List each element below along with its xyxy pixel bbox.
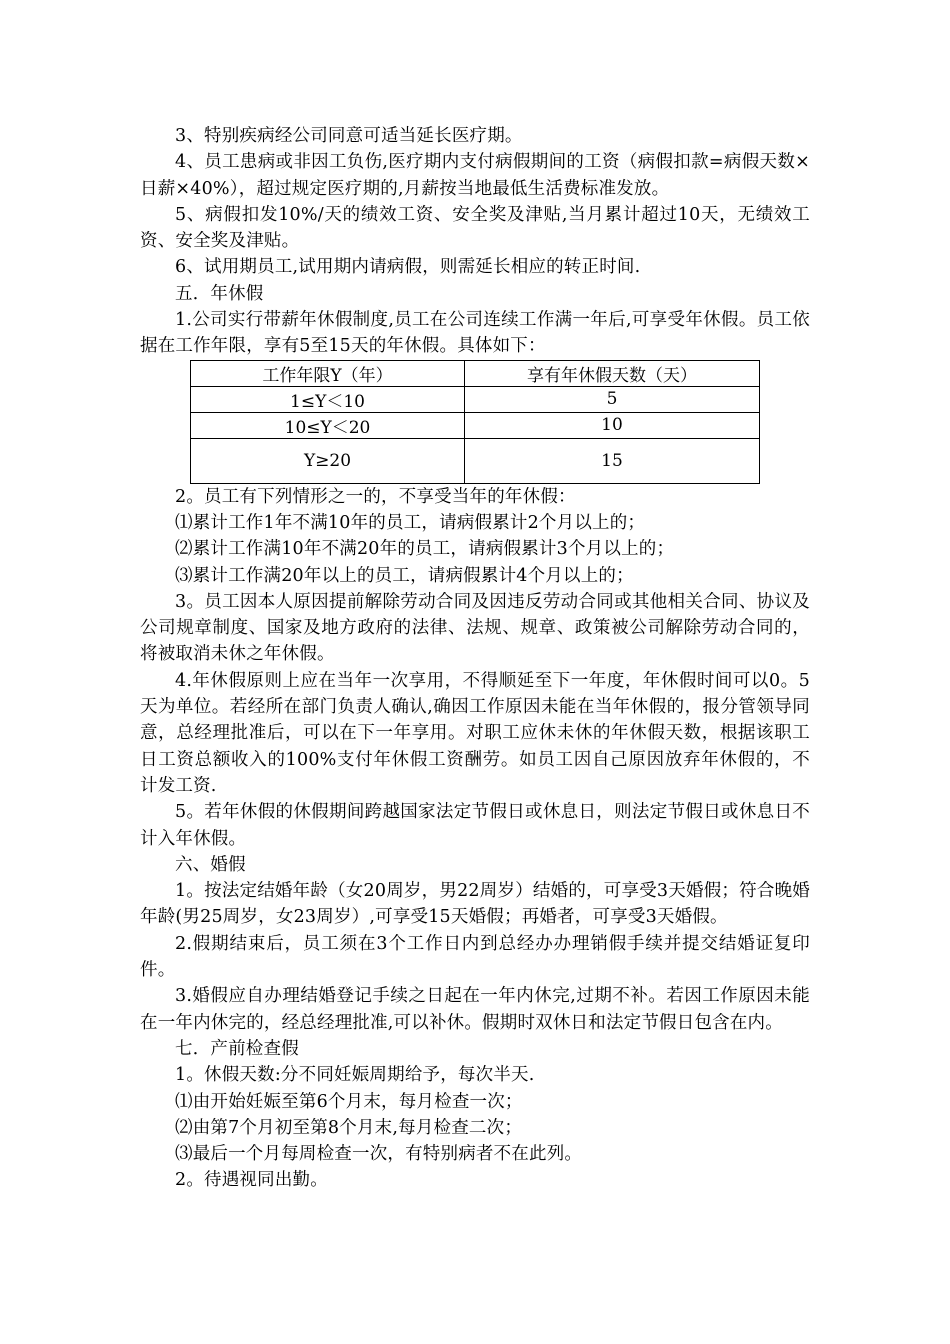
table-header-cell: 享有年休假天数（天） <box>465 360 760 386</box>
table-cell: 15 <box>465 438 760 483</box>
section-heading-annual-leave: 五．年休假 <box>175 283 264 304</box>
paragraph: 4、员工患病或非因工负伤,医疗期内支付病假期间的工资（病假扣款=病假天数×日薪×40%），超过规定医疗期的,月薪按当地最低生活费标准发放。 <box>140 152 810 199</box>
paragraph: 3。员工因本人原因提前解除劳动合同及因违反劳动合同或其他相关合同、协议及公司规章制度、国家及地方政府的法律、法规、规章、政策被公司解除劳动合同的，将被取消未休之年休假。 <box>140 591 810 665</box>
list-item: ⑵累计工作满10年不满20年的员工，请病假累计3个月以上的； <box>175 539 675 560</box>
paragraph: 3.婚假应自办理结婚登记手续之日起在一年内休完,过期不补。若因工作原因未能在一年内休完的，经总经理批准,可以补休。假期时双休日和法定节假日包含在内。 <box>140 986 810 1033</box>
document-body <box>140 123 810 1194</box>
list-item: ⑴累计工作1年不满10年的员工，请病假累计2个月以上的； <box>175 512 646 533</box>
paragraph: 1。休假天数:分不同妊娠周期给予，每次半天. <box>175 1065 535 1086</box>
table-row <box>191 386 760 412</box>
paragraph: 4.年休假原则上应在当年一次享用，不得顺延至下一年度，年休假时间可以0。5天为单位。若经所在部门负责人确认,确因工作原因未能在当年休假的，报分管领导同意，总经理批准后，可以在下一年享用。对职工应休未休的年休假天数，根据该职工日工资总额收入的100%支付年休假工资酬劳。如员工因自己原因放弃年休假的，不计发工资. <box>140 670 810 796</box>
table-cell: 5 <box>465 386 760 412</box>
paragraph: 6、试用期员工,试用期内请病假，则需延长相应的转正时间. <box>175 257 641 278</box>
paragraph: 3、特别疾病经公司同意可适当延长医疗期。 <box>175 126 523 146</box>
list-item: ⑵由第7个月初至第8个月末,每月检查二次； <box>175 1117 523 1138</box>
table-row <box>191 412 760 438</box>
list-item: ⑴由开始妊娠至第6个月末，每月检查一次； <box>175 1091 523 1112</box>
table-cell: 10≤Y＜20 <box>191 412 465 438</box>
table-cell: 1≤Y＜10 <box>191 386 465 412</box>
paragraph: 1.公司实行带薪年休假制度,员工在公司连续工作满一年后,可享受年休假。员工依据在工作年限，享有5至15天的年休假。具体如下： <box>140 310 810 357</box>
paragraph: 2。员工有下列情形之一的，不享受当年的年休假： <box>175 486 576 507</box>
table-cell: Y≥20 <box>191 438 465 483</box>
table-header-row <box>191 360 760 386</box>
paragraph: 1。按法定结婚年龄（女20周岁，男22周岁）结婚的，可享受3天婚假；符合晚婚年龄(男25周岁，女23周岁）,可享受15天婚假；再婚者，可享受3天婚假。 <box>140 881 810 928</box>
section-heading-prenatal-leave: 七．产前检查假 <box>175 1038 299 1059</box>
paragraph: 2.假期结束后，员工须在3个工作日内到总经办办理销假手续并提交结婚证复印件。 <box>140 933 810 981</box>
list-item: ⑶最后一个月每周检查一次，有特别病者不在此列。 <box>175 1144 583 1165</box>
paragraph: 5、病假扣发10%/天的绩效工资、安全奖及津贴,当月累计超过10天，无绩效工资、安全奖及津贴。 <box>140 204 810 252</box>
annual-leave-table <box>190 360 760 484</box>
section-heading-marriage-leave: 六、婚假 <box>175 854 246 875</box>
table-cell: 10 <box>465 412 760 438</box>
table-header-cell: 工作年限Y（年） <box>191 360 465 386</box>
table-row <box>191 438 760 483</box>
list-item: ⑶累计工作满20年以上的员工，请病假累计4个月以上的； <box>175 565 634 586</box>
paragraph: 2。待遇视同出勤。 <box>175 1170 328 1191</box>
paragraph: 5。若年休假的休假期间跨越国家法定节假日或休息日，则法定节假日或休息日不计入年休假。 <box>140 802 810 849</box>
